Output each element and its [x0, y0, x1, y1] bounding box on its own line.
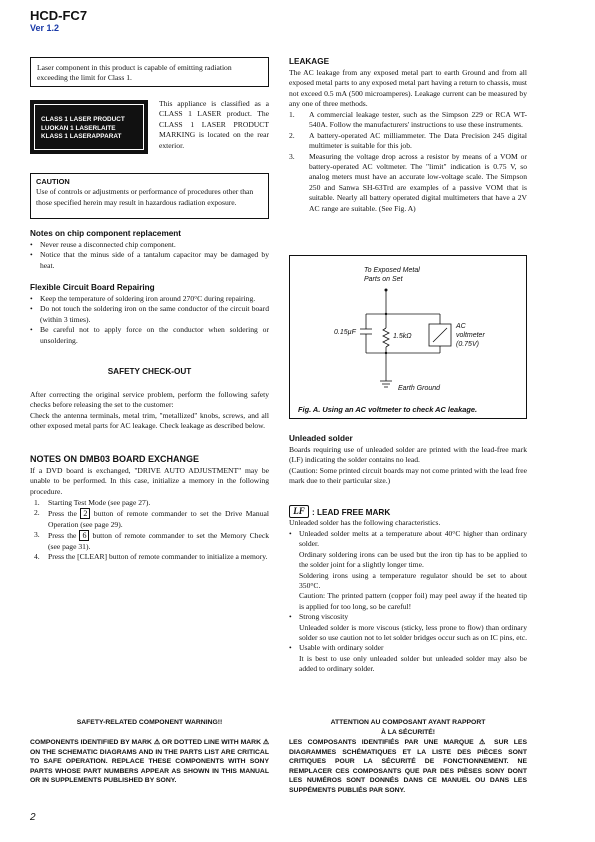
safety-text: After correcting the original service problem, perform the following safety checks before releasing the set to the customer: Check the antenna terminals, metal trim, "metallized" knobs, screws, and all other exposed metal parts for AC leakage. Check leakage as described below. — [30, 390, 269, 431]
list-item: • Usable with ordinary solder It is best to use only unleaded solder but unleaded solder may also be added to ordinary solder. — [289, 643, 527, 674]
list-item-text: Keep the temperature of soldering iron around 270°C during repairing. — [40, 294, 256, 303]
laser-label — [30, 100, 148, 154]
list-item — [30, 552, 269, 562]
laser-class-text: This appliance is classified as a CLASS 1 LASER product. The CLASS 1 LASER PRODUCT MARKING is located on the rear exterior. — [159, 99, 269, 150]
remote-key-2: 2 — [80, 508, 90, 519]
list-item — [30, 508, 269, 530]
step-num: 4. — [34, 552, 40, 562]
list-item-text: Unleaded solder melts at a temperature about 40°C higher than ordinary solder. Ordinary soldering irons can be used but the iron tip has to be applied to the solder joint for a slightly longer time. Soldering irons using a temperature regulator should be set to about 350°C. Caution: The printed pattern (copper foil) may peel away if the heated tip is applied for too long, so be careful! — [299, 529, 527, 611]
figure-a — [289, 255, 527, 419]
step-text: Press the — [48, 509, 81, 519]
laser-label-line: KLASS 1 LASERAPPARAT — [41, 133, 122, 141]
chip-list — [30, 240, 269, 271]
list-item: • Do not touch the soldering iron on the same conductor of the circuit board (within 3 times). — [30, 304, 269, 324]
step-text: button of remote commander to set the Drive Manual Operation (see page 29). — [48, 509, 269, 529]
step-text: button of remote commander to set the Memory Check (see page 31). — [48, 531, 269, 551]
warning-en-title: SAFETY-RELATED COMPONENT WARNING!! — [76, 719, 223, 726]
item-num: 1. — [289, 110, 295, 119]
list-item: • Keep the temperature of soldering iron around 270°C during repairing. — [30, 294, 256, 303]
step-text: Press the [CLEAR] button of remote commander to initialize a memory. — [48, 552, 268, 562]
dmb-title: NOTES ON DMB03 BOARD EXCHANGE — [30, 454, 200, 464]
laser-notice-text: Laser component in this product is capable of emitting radiation exceeding the limit for Class 1. — [37, 63, 232, 83]
list-item — [289, 131, 527, 152]
ground-label: Earth Ground — [398, 385, 441, 392]
step-num: 2. — [34, 508, 40, 518]
lead-free-logo: LF — [289, 505, 309, 518]
leakage-intro: The AC leakage from any exposed metal part to earth Ground and from all exposed metal parts to any exposed metal part having a return to chassis, must not exceed 0.5 mA (500 microamperes). Leakage current can be measured by any one of three methods. — [289, 68, 527, 109]
list-item: • Strong viscosity Unleaded solder is more viscous (sticky, less prone to flow) than ordinary solder so use caution not to let solder bridges occur such as on IC pins, etc. — [289, 612, 527, 643]
lead-free-list — [289, 529, 527, 675]
list-item: • Unleaded solder melts at a temperature about 40°C higher than ordinary solder. Ordinary soldering irons can be used but the iron tip has to be applied to the solder joint for a slightly longer time. Soldering irons using a temperature regulator should be set to about 350°C. Caution: The printed pattern (copper foil) may peel away if the heated tip is applied for too long, so be careful! — [289, 529, 527, 611]
lead-free-intro: Unleaded solder has the following characteristics. — [289, 518, 441, 527]
list-item-text: Measuring the voltage drop across a resistor by means of a VOM or battery-operated AC voltmeter. The "limit" indication is 0.75 V, so analog meters must have an accurate low-voltage scale. The Simpson 250 and Sanwa SH-63Trd are examples of a passive VOM that is suitable. Nearly all battery operated digital multimeters that have a 2V AC range are suitable. (See Fig. A) — [309, 151, 527, 213]
list-item: • Be careful not to apply force on the conductor when soldering or unsoldering. — [30, 325, 269, 345]
list-item-text: Usable with ordinary solder It is best to use only unleaded solder but unleaded solder may also be added to ordinary solder. — [299, 643, 527, 674]
warning-fr-title: ATTENTION AU COMPOSANT AYANT RAPPORT À LA SÉCURITÉ! — [330, 719, 486, 736]
warning-fr-text: LES COMPOSANTS IDENTIFIÉS PAR UNE MARQUE ⚠ SUR LES DIAGRAMMES SCHÉMATIQUES ET LA LISTE DES PIÈCES SONT CRITIQUES POUR LA SÉCURITÉ DE FONCTIONNEMENT. NE REMPLACER CES COMPOSANTS QUE PAR DES PIÈSES SONY DONT LES NUMÉROS SONT DONNÉS DANS CE MANUEL OU DANS LES SUPPÉMENTS PUBLIÉS PAR SONY. — [289, 739, 527, 794]
dmb-steps — [30, 498, 269, 562]
list-item-text: A battery-operated AC milliammeter. The Data Precision 245 digital multimeter is suitable for this job. — [309, 130, 527, 151]
laser-notice-box — [30, 57, 269, 87]
laser-label-line: CLASS 1 LASER PRODUCT — [41, 116, 125, 123]
list-item: • Notice that the minus side of a tantalum capacitor may be damaged by heat. — [30, 250, 269, 270]
item-num: 2. — [289, 130, 295, 140]
step-num: 1. — [34, 498, 40, 507]
chip-title: Notes on chip component replacement — [30, 229, 182, 238]
warning-en-text: COMPONENTS IDENTIFIED BY MARK ⚠ OR DOTTED LINE WITH MARK ⚠ ON THE SCHEMATIC DIAGRAMS AND IN THE PARTS LIST ARE CRITICAL TO SAFE OPERATION. REPLACE THESE COMPONENTS WITH SONY PARTS WHOSE PART NUMBERS APPEAR AS SHOWN IN THIS MANUAL OR IN SUPPLEMENTS PUBLISHED BY SONY. — [30, 739, 269, 785]
resistor-label: 1.5kΩ — [393, 333, 412, 340]
step-text: Press the — [48, 531, 80, 541]
to-metal-label: To Exposed Metal Parts on Set — [364, 267, 420, 283]
dmb-intro: If a DVD board is exchanged, "DRIVE AUTO ADJUSTMENT" may be unable to be performed. In this case, initialize a memory in the following procedure. — [30, 466, 269, 496]
list-item-text: Never reuse a disconnected chip component. — [40, 240, 176, 249]
remote-key-6: 6 — [79, 530, 89, 541]
step-text: Starting Test Mode (see page 27). — [48, 498, 151, 507]
list-item-text: A commercial leakage tester, such as the Simpson 229 or RCA WT-540A. Follow the manufacturers' instructions to use these instruments. — [309, 110, 527, 130]
caution-box — [30, 173, 269, 219]
caution-title: CAUTION — [36, 177, 70, 186]
list-item — [289, 152, 527, 214]
list-item — [30, 498, 269, 508]
page-number: 2 — [30, 812, 36, 823]
leakage-list — [289, 110, 527, 214]
caution-text: Use of controls or adjustments or performance of procedures other than those specified herein may result in hazardous radiation exposure. — [36, 187, 254, 207]
list-item-text: Be careful not to apply force on the conductor when soldering or unsoldering. — [40, 325, 269, 345]
capacitor-label: 0.15µF — [334, 329, 356, 336]
list-item — [30, 530, 269, 552]
leakage-title: LEAKAGE — [289, 57, 330, 66]
version-label: Ver 1.2 — [30, 23, 60, 33]
list-item-text: Do not touch the soldering iron on the same conductor of the circuit board (within 3 times). — [40, 304, 269, 324]
voltmeter-label: AC voltmeter (0.75V) — [456, 323, 485, 348]
unleaded-text: Boards requiring use of unleaded solder are printed with the lead-free mark (LF) indicating the solder contains no lead. (Caution: Some printed circuit boards may not come printed with the lead free mark due to their particular size.) — [289, 445, 527, 486]
model-title: HCD-FC7 — [30, 8, 88, 23]
lead-free-title: : LEAD FREE MARK — [312, 508, 391, 517]
laser-label-line: LUOKAN 1 LASERLAITE — [41, 124, 116, 132]
list-item-text: Strong viscosity Unleaded solder is more viscous (sticky, less prone to flow) than ordinary solder so use caution not to let solder bridges occur such as on IC pins, etc. — [299, 612, 527, 643]
safety-title: SAFETY CHECK-OUT — [107, 367, 192, 376]
figure-caption: Fig. A. Using an AC voltmeter to check AC leakage. — [298, 405, 478, 414]
list-item — [289, 110, 527, 131]
unleaded-title: Unleaded solder — [289, 434, 353, 443]
item-num: 3. — [289, 151, 295, 161]
list-item: • Never reuse a disconnected chip component. — [30, 240, 176, 249]
flex-list — [30, 294, 269, 346]
step-num: 3. — [34, 530, 40, 540]
flex-title: Flexible Circuit Board Repairing — [30, 283, 155, 292]
list-item-text: Notice that the minus side of a tantalum capacitor may be damaged by heat. — [40, 250, 269, 270]
